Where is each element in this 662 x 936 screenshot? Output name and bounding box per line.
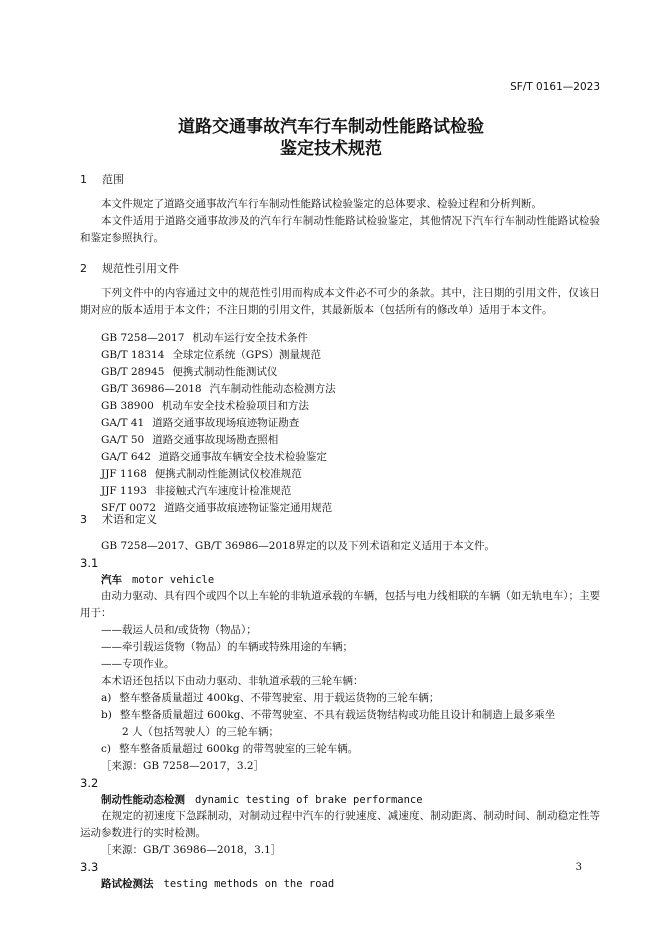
list-label: a): [101, 692, 112, 704]
section-1-heading: [80, 171, 124, 187]
page-number: 3: [575, 862, 582, 873]
reference-item: [101, 398, 317, 415]
reference-name: 道路交通事故现场痕迹物证勘查: [152, 417, 300, 429]
dash-item: ——载运人员和/或货物（物品）；: [101, 624, 257, 636]
list-item-c: [101, 741, 366, 758]
scope-paragraph-1: 本文件规定了道路交通事故汽车行车制动性能路试检验鉴定的总体要求、检验过程和分析判断。: [101, 198, 542, 210]
document-title-line1: 道路交通事故汽车行车制动性能路试检验: [178, 117, 484, 137]
reference-name: 道路交通事故痕迹物证鉴定通用规范: [164, 502, 333, 514]
reference-code: GB/T 36986—2018: [101, 383, 202, 395]
standard-number: SF/T 0161—2023: [510, 81, 600, 93]
document-title-line2: 鉴定技术规范: [280, 139, 382, 159]
reference-name: 全球定位系统（GPS）测量规范: [172, 349, 322, 361]
reference-name: 道路交通事故现场勘查照相: [152, 434, 279, 446]
reference-name: 机动车运行安全技术条件: [192, 332, 308, 344]
list-item-b: [101, 707, 563, 724]
references-intro: 下列文件中的内容通过文中的规范性引用而构成本文件必不可少的条款。其中，注日期的引用文件，仅该日期对应的版本适用于本文件；不注日期的引用文件，其最新版本（包括所有的修改单）适用于本文件。: [80, 287, 600, 316]
term-source: ［来源：GB/T 36986—2018，3.1］: [101, 844, 282, 856]
list-text: 整车整备质量超过 600kg、不带驾驶室、不具有载运货物结构或功能且设计和制造上最多乘坐: [119, 709, 556, 721]
term-number: 3.1: [80, 556, 99, 570]
term-number: 3.3: [80, 860, 99, 874]
reference-name: 便携式制动性能测试仪: [172, 366, 278, 378]
term-source: ［来源：GB 7258—2017，3.2］: [101, 760, 265, 772]
term-en: testing methods on the road: [163, 878, 335, 890]
reference-name: 便携式制动性能测试仪校准规范: [154, 468, 302, 480]
term-en: dynamic testing of brake performance: [195, 794, 423, 806]
dash-item: ——专项作业。: [101, 658, 175, 670]
reference-code: GB/T 18314: [101, 349, 165, 361]
reference-code: GA/T 50: [101, 434, 145, 446]
reference-code: JJF 1168: [101, 468, 147, 480]
reference-item: [101, 449, 335, 466]
reference-item: [101, 483, 299, 500]
term-title: [101, 876, 334, 891]
section-number: 3: [80, 513, 87, 526]
reference-code: GB 7258—2017: [101, 332, 185, 344]
reference-code: JJF 1193: [101, 485, 147, 497]
list-label: b): [101, 709, 112, 721]
reference-item: [101, 466, 310, 483]
term-number: 3.2: [80, 776, 99, 790]
term-zh: 汽车: [101, 574, 122, 586]
section-3-heading: [80, 511, 157, 527]
section-2-heading: [80, 260, 179, 276]
reference-name: 机动车安全技术检验项目和方法: [161, 400, 309, 412]
term-zh: 路试检测法: [101, 878, 154, 890]
term-en: motor vehicle: [132, 574, 215, 586]
term-title: [101, 572, 214, 587]
reference-item: [101, 381, 344, 398]
reference-item: [101, 415, 307, 432]
list-item-b-continued: 2 人（包括驾驶人）的三轮车辆；: [122, 726, 280, 738]
terms-intro: GB 7258—2017、GB/T 36986—2018界定的以及下列术语和定义适用于本文件。: [101, 540, 495, 552]
term-title: [101, 792, 423, 807]
reference-code: GA/T 642: [101, 451, 151, 463]
list-text: 整车整备质量超过 400kg、不带驾驶室、用于载运货物的三轮车辆；: [119, 692, 440, 704]
reference-item: [101, 347, 329, 364]
reference-name: 道路交通事故车辆安全技术检验鉴定: [158, 451, 327, 463]
term-zh: 制动性能动态检测: [101, 794, 185, 806]
reference-name: 非接触式汽车速度计检准规范: [154, 485, 292, 497]
reference-code: GA/T 41: [101, 417, 145, 429]
term-definition: 由动力驱动、具有四个或四个以上车轮的非轨道承载的车辆，包括与电力线相联的车辆（如无轨电车）；主要用于：: [80, 590, 600, 619]
dash-item: ——牵引载运货物（物品）的车辆或特殊用途的车辆；: [101, 641, 353, 653]
list-item-a: [101, 690, 447, 707]
reference-code: SF/T 0072: [101, 502, 157, 514]
section-number: 1: [80, 173, 87, 186]
scope-paragraph-2: 本文件适用于道路交通事故涉及的汽车行车制动性能路试检验鉴定，其他情况下汽车行车制动性能路试检验和鉴定参照执行。: [80, 215, 600, 244]
reference-code: GB/T 28945: [101, 366, 165, 378]
section-title: 规范性引用文件: [102, 262, 179, 275]
section-number: 2: [80, 262, 87, 275]
reference-name: 汽车制动性能动态检测方法: [209, 383, 336, 395]
list-label: c): [101, 743, 111, 755]
reference-item: [101, 364, 285, 381]
reference-code: GB 38900: [101, 400, 154, 412]
section-title: 术语和定义: [102, 513, 157, 526]
section-title: 范围: [102, 173, 124, 186]
reference-item: [101, 330, 316, 347]
term-definition: 在规定的初速度下急踩制动，对制动过程中汽车的行驶速度、减速度、制动距离、制动时间、制动稳定性等运动参数进行的实时检测。: [80, 810, 600, 839]
reference-item: [101, 432, 286, 449]
list-text: 整车整备质量超过 600kg 的带驾驶室的三轮车辆。: [118, 743, 359, 755]
term-note: 本术语还包括以下由动力驱动、非轨道承载的三轮车辆：: [101, 675, 364, 687]
